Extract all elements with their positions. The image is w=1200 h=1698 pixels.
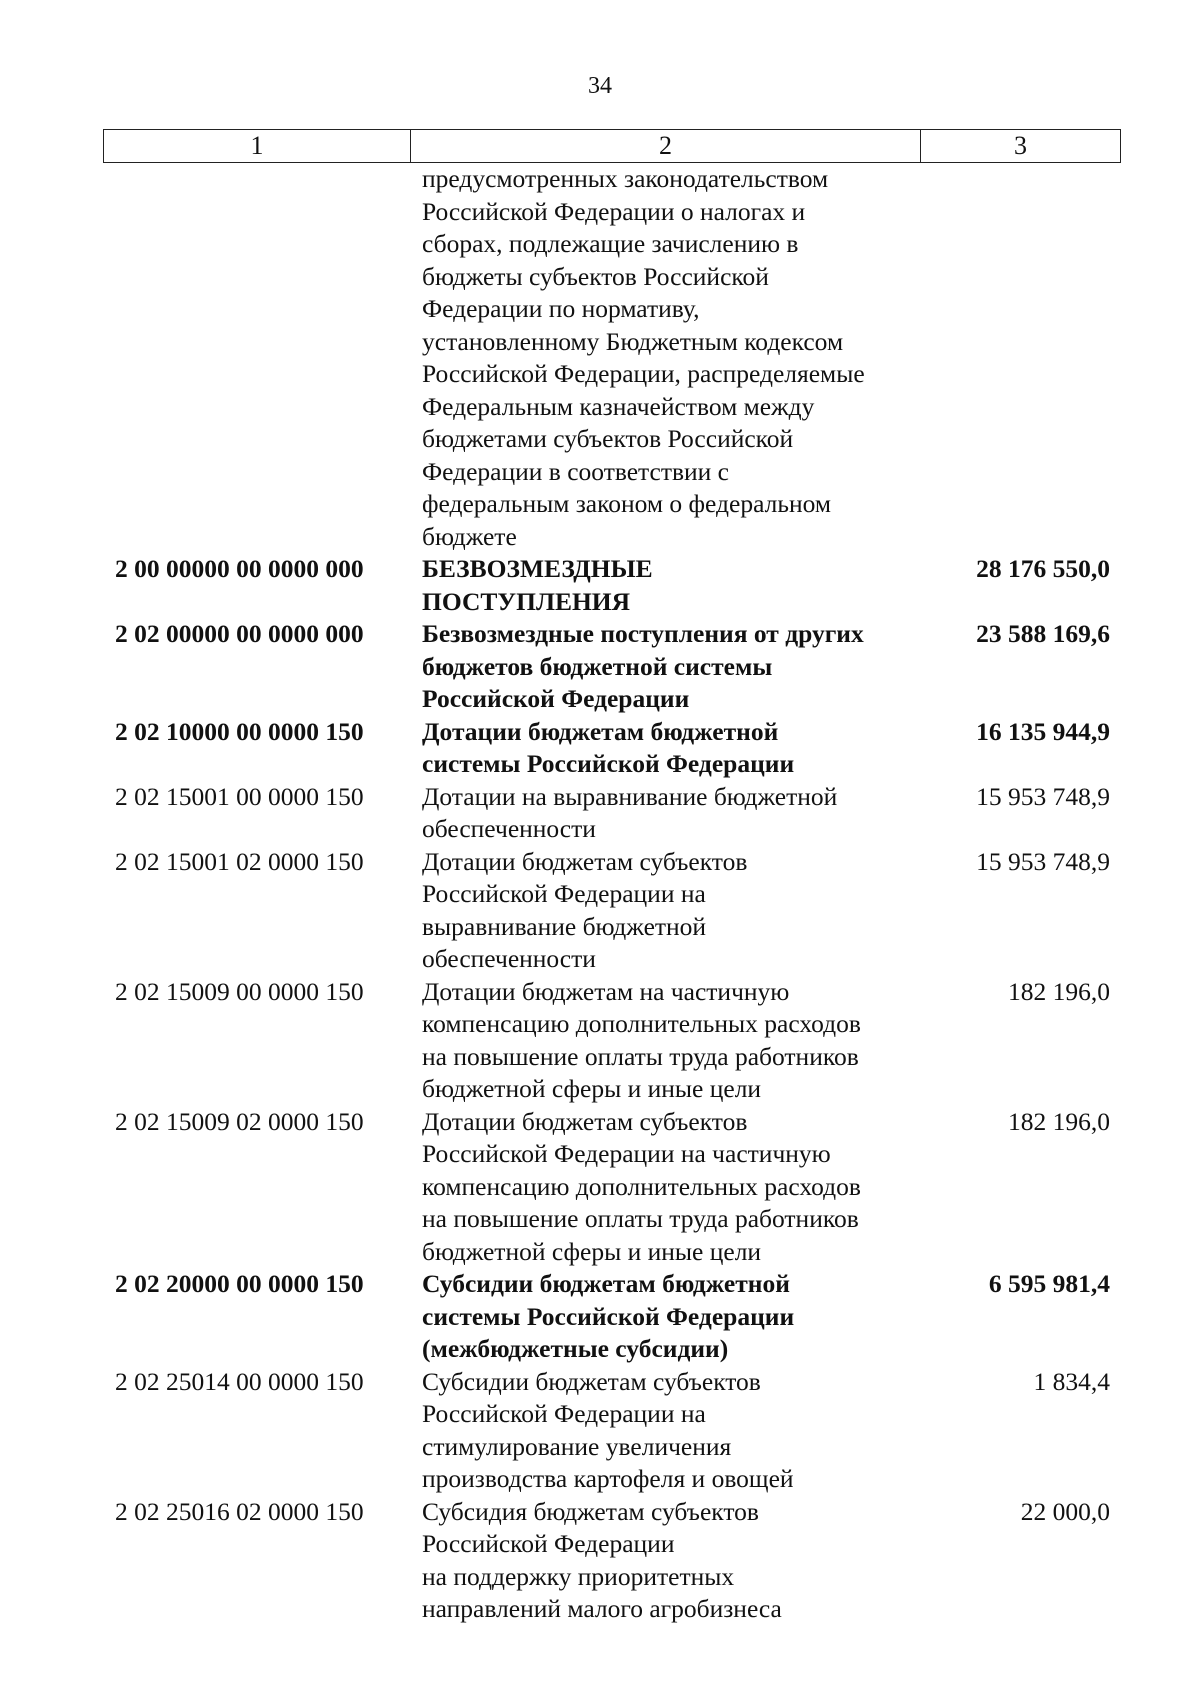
table-row xyxy=(103,976,1120,1106)
table-row xyxy=(103,1106,1120,1269)
row-code: 2 02 20000 00 0000 150 xyxy=(115,1269,364,1298)
row-code: 2 02 15009 00 0000 150 xyxy=(115,976,364,1006)
table-row xyxy=(103,716,1120,781)
table-row xyxy=(103,618,1120,716)
row-amount: 182 196,0 xyxy=(1008,976,1110,1006)
column-header-row xyxy=(104,130,1121,163)
table-row xyxy=(103,1268,1120,1366)
row-amount: 16 135 944,9 xyxy=(976,716,1110,746)
row-name: Безвозмездные поступления от других бюджетов бюджетной системы Российской Федерации xyxy=(422,619,864,713)
row-code: 2 02 25016 02 0000 150 xyxy=(115,1496,364,1526)
column-header-table xyxy=(103,129,1121,163)
table-row xyxy=(103,781,1120,846)
row-name: Дотации на выравнивание бюджетной обеспеченности xyxy=(422,781,838,843)
table-body xyxy=(103,163,1120,1626)
row-code: 2 02 25014 00 0000 150 xyxy=(115,1366,364,1396)
row-name: БЕЗВОЗМЕЗДНЫЕ ПОСТУПЛЕНИЯ xyxy=(422,554,653,616)
page-number: 34 xyxy=(588,73,612,99)
row-name: Субсидии бюджетам субъектов Российской Федерации на стимулирование увеличения производства картофеля и овощей xyxy=(422,1366,794,1493)
row-amount: 28 176 550,0 xyxy=(976,554,1110,583)
row-code: 2 02 00000 00 0000 000 xyxy=(115,619,364,648)
row-amount: 15 953 748,9 xyxy=(976,781,1110,811)
row-amount: 6 595 981,4 xyxy=(988,1269,1110,1298)
row-amount xyxy=(920,163,1120,553)
row-code: 2 02 15001 00 0000 150 xyxy=(115,781,364,811)
row-amount: 22 000,0 xyxy=(1020,1496,1110,1526)
row-amount: 1 834,4 xyxy=(1033,1366,1110,1396)
row-amount: 23 588 169,6 xyxy=(976,619,1110,648)
table-row xyxy=(103,846,1120,976)
column-header-3: 3 xyxy=(921,130,1121,163)
table-row xyxy=(103,163,1120,553)
table-row xyxy=(103,553,1120,618)
row-name: предусмотренных законодательством Российской Федерации о налогах и сборах, подлежащие зачислению в бюджеты субъектов Российской Федерации по нормативу, установленному Бюджетным кодексом Российской Федерации, распределяемые Федеральным казначейством между бюджетами субъектов Российской Федерации в соответствии с федеральным законом о федеральном бюджете xyxy=(422,164,865,551)
row-amount: 15 953 748,9 xyxy=(976,846,1110,876)
row-name: Субсидия бюджетам субъектов Российской Федерации на поддержку приоритетных направлений малого агробизнеса xyxy=(422,1496,782,1623)
row-name: Субсидии бюджетам бюджетной системы Российской Федерации (межбюджетные субсидии) xyxy=(422,1269,795,1363)
table-row xyxy=(103,1366,1120,1496)
row-name: Дотации бюджетам субъектов Российской Федерации на выравнивание бюджетной обеспеченности xyxy=(422,846,748,973)
row-code: 2 00 00000 00 0000 000 xyxy=(115,554,364,583)
row-code: 2 02 15001 02 0000 150 xyxy=(115,846,364,876)
row-amount: 182 196,0 xyxy=(1008,1106,1110,1136)
row-name: Дотации бюджетам субъектов Российской Федерации на частичную компенсацию дополнительных расходов на повышение оплаты труда работников бюджетной сферы и иные цели xyxy=(422,1106,861,1266)
row-code xyxy=(103,163,410,553)
row-code: 2 02 10000 00 0000 150 xyxy=(115,716,364,746)
row-name: Дотации бюджетам на частичную компенсацию дополнительных расходов на повышение оплаты труда работников бюджетной сферы и иные цели xyxy=(422,976,861,1103)
column-header-2: 2 xyxy=(411,130,921,163)
column-header-1: 1 xyxy=(104,130,411,163)
row-code: 2 02 15009 02 0000 150 xyxy=(115,1106,364,1136)
row-name: Дотации бюджетам бюджетной системы Российской Федерации xyxy=(422,716,795,778)
table-row xyxy=(103,1496,1120,1626)
